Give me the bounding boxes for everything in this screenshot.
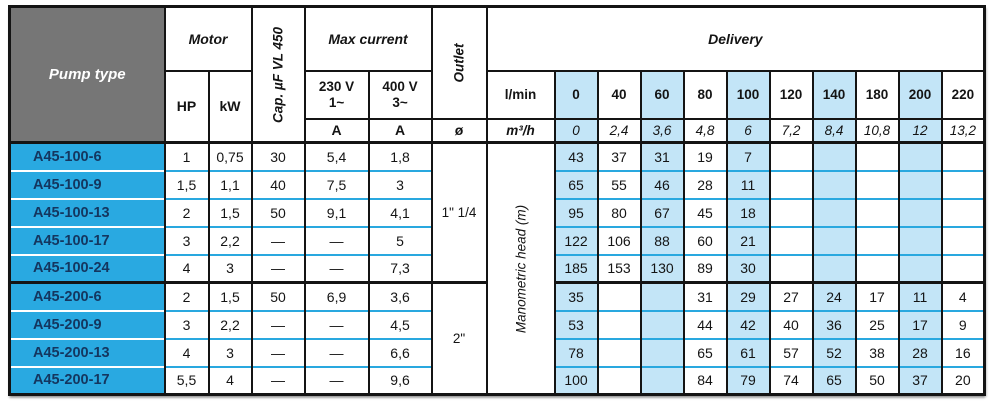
delivery-m3h-value: 10,8 (856, 119, 899, 143)
delivery-value (899, 255, 942, 283)
delivery-value: 9 (942, 311, 985, 339)
delivery-value (813, 227, 856, 255)
pump-name: A45-200-17 (10, 367, 165, 395)
delivery-value: 17 (856, 283, 899, 311)
delivery-value: 20 (942, 367, 985, 395)
delivery-value: 11 (899, 283, 942, 311)
max-current-header: Max current (305, 7, 432, 71)
delivery-lmin-value: 180 (856, 71, 899, 119)
pump-name: A45-100-24 (10, 255, 165, 283)
kw-value: 3 (209, 339, 252, 367)
delivery-value: 65 (813, 367, 856, 395)
capacitor-value: 30 (252, 143, 305, 171)
delivery-value (899, 171, 942, 199)
delivery-value (942, 171, 985, 199)
delivery-value (770, 143, 813, 171)
delivery-m3h-value: 13,2 (942, 119, 985, 143)
capacitor-value: — (252, 367, 305, 395)
current-230v-value: — (305, 311, 369, 339)
delivery-value: 40 (770, 311, 813, 339)
delivery-value (770, 255, 813, 283)
delivery-lmin-value: 60 (641, 71, 684, 119)
delivery-value (641, 311, 684, 339)
pump-name: A45-100-13 (10, 199, 165, 227)
current-230v-value: 7,5 (305, 171, 369, 199)
delivery-value: 130 (641, 255, 684, 283)
delivery-value (770, 199, 813, 227)
delivery-value (813, 199, 856, 227)
pump-name: A45-100-17 (10, 227, 165, 255)
hp-value: 3 (165, 227, 209, 255)
delivery-value: 25 (856, 311, 899, 339)
delivery-value: 100 (555, 367, 598, 395)
pump-spec-table (8, 5, 986, 396)
current-400v-value: 6,6 (369, 339, 432, 367)
delivery-value: 35 (555, 283, 598, 311)
capacitor-value: 40 (252, 171, 305, 199)
delivery-value (813, 171, 856, 199)
delivery-m3h-value: 6 (727, 119, 770, 143)
delivery-value (856, 143, 899, 171)
current-230v-value: — (305, 339, 369, 367)
current-230v-value: — (305, 367, 369, 395)
delivery-value (856, 199, 899, 227)
capacitor-header (252, 7, 305, 143)
pump-type-header: Pump type (10, 7, 165, 143)
voltage-230-header (305, 71, 369, 119)
delivery-value: 53 (555, 311, 598, 339)
delivery-value: 45 (684, 199, 727, 227)
kw-value: 1,5 (209, 283, 252, 311)
outlet-header-label: Outlet (451, 43, 467, 83)
delivery-value (770, 227, 813, 255)
delivery-value: 78 (555, 339, 598, 367)
delivery-lmin-value: 200 (899, 71, 942, 119)
delivery-value (899, 143, 942, 171)
delivery-value (770, 171, 813, 199)
delivery-m3h-value: 7,2 (770, 119, 813, 143)
delivery-value: 38 (856, 339, 899, 367)
delivery-value (598, 311, 641, 339)
delivery-value: 61 (727, 339, 770, 367)
delivery-value: 44 (684, 311, 727, 339)
delivery-value: 28 (899, 339, 942, 367)
delivery-value (942, 227, 985, 255)
delivery-value: 153 (598, 255, 641, 283)
delivery-value: 19 (684, 143, 727, 171)
voltage-230-line1: 230 V (318, 78, 355, 94)
delivery-value: 4 (942, 283, 985, 311)
amp-230-header: A (305, 119, 369, 143)
pump-name: A45-100-9 (10, 171, 165, 199)
delivery-value: 88 (641, 227, 684, 255)
delivery-value: 11 (727, 171, 770, 199)
capacitor-value: — (252, 339, 305, 367)
current-400v-value: 3 (369, 171, 432, 199)
delivery-m3h-value: 12 (899, 119, 942, 143)
outlet-diameter-header: ø (432, 119, 487, 143)
table-row-a45-100-6 (10, 143, 985, 171)
hp-value: 3 (165, 311, 209, 339)
current-230v-value: 6,9 (305, 283, 369, 311)
current-400v-value: 3,6 (369, 283, 432, 311)
pump-name: A45-200-9 (10, 311, 165, 339)
delivery-value: 65 (684, 339, 727, 367)
delivery-value: 65 (555, 171, 598, 199)
kw-value: 1,1 (209, 171, 252, 199)
hp-value: 2 (165, 199, 209, 227)
delivery-lmin-value: 0 (555, 71, 598, 119)
delivery-value (856, 227, 899, 255)
capacitor-value: — (252, 255, 305, 283)
voltage-400-line2: 3~ (392, 94, 408, 110)
kw-value: 1,5 (209, 199, 252, 227)
delivery-value: 55 (598, 171, 641, 199)
delivery-value (942, 199, 985, 227)
delivery-value (942, 143, 985, 171)
delivery-m3h-value: 2,4 (598, 119, 641, 143)
delivery-value: 52 (813, 339, 856, 367)
hp-value: 4 (165, 339, 209, 367)
delivery-value: 106 (598, 227, 641, 255)
kw-value: 2,2 (209, 227, 252, 255)
hp-header: HP (165, 71, 209, 143)
delivery-lmin-value: 100 (727, 71, 770, 119)
hp-value: 2 (165, 283, 209, 311)
voltage-400-line1: 400 V (382, 78, 418, 94)
kw-value: 4 (209, 367, 252, 395)
outlet-header (432, 7, 487, 119)
hp-value: 1,5 (165, 171, 209, 199)
capacitor-value: — (252, 311, 305, 339)
table-body (10, 143, 985, 395)
kw-value: 2,2 (209, 311, 252, 339)
delivery-value: 24 (813, 283, 856, 311)
current-230v-value: — (305, 227, 369, 255)
delivery-value (899, 227, 942, 255)
delivery-value: 28 (684, 171, 727, 199)
pump-name: A45-200-13 (10, 339, 165, 367)
current-230v-value: — (305, 255, 369, 283)
delivery-lmin-value: 80 (684, 71, 727, 119)
voltage-230-line2: 1~ (328, 94, 345, 110)
hp-value: 1 (165, 143, 209, 171)
current-400v-value: 5 (369, 227, 432, 255)
delivery-value (813, 143, 856, 171)
delivery-value: 37 (598, 143, 641, 171)
delivery-value: 43 (555, 143, 598, 171)
delivery-value: 30 (727, 255, 770, 283)
delivery-value: 21 (727, 227, 770, 255)
delivery-value: 84 (684, 367, 727, 395)
manometric-head-cell (487, 143, 555, 395)
current-400v-value: 9,6 (369, 367, 432, 395)
delivery-value: 79 (727, 367, 770, 395)
outlet-size-value: 2" (432, 283, 487, 395)
delivery-value (598, 339, 641, 367)
delivery-value: 18 (727, 199, 770, 227)
delivery-lmin-value: 120 (770, 71, 813, 119)
delivery-value (641, 283, 684, 311)
delivery-header: Delivery (487, 7, 985, 71)
delivery-value: 42 (727, 311, 770, 339)
current-400v-value: 4,5 (369, 311, 432, 339)
delivery-value (856, 171, 899, 199)
delivery-value: 17 (899, 311, 942, 339)
delivery-lmin-value: 140 (813, 71, 856, 119)
delivery-value: 89 (684, 255, 727, 283)
voltage-400-header (369, 71, 432, 119)
pump-name: A45-100-6 (10, 143, 165, 171)
flow-m3h-header: m³/h (487, 119, 555, 143)
delivery-value: 46 (641, 171, 684, 199)
delivery-value: 74 (770, 367, 813, 395)
delivery-value: 27 (770, 283, 813, 311)
delivery-value: 31 (641, 143, 684, 171)
delivery-value: 50 (856, 367, 899, 395)
delivery-value (598, 367, 641, 395)
delivery-m3h-value: 0 (555, 119, 598, 143)
delivery-value: 122 (555, 227, 598, 255)
delivery-value: 80 (598, 199, 641, 227)
pump-name: A45-200-6 (10, 283, 165, 311)
hp-value: 4 (165, 255, 209, 283)
delivery-lmin-value: 40 (598, 71, 641, 119)
delivery-value: 37 (899, 367, 942, 395)
capacitor-value: 50 (252, 199, 305, 227)
delivery-m3h-value: 4,8 (684, 119, 727, 143)
motor-header: Motor (165, 7, 252, 71)
current-400v-value: 1,8 (369, 143, 432, 171)
delivery-value (813, 255, 856, 283)
delivery-lmin-value: 220 (942, 71, 985, 119)
delivery-value (856, 255, 899, 283)
delivery-value (899, 199, 942, 227)
delivery-m3h-value: 8,4 (813, 119, 856, 143)
delivery-value: 185 (555, 255, 598, 283)
delivery-value: 67 (641, 199, 684, 227)
delivery-value (641, 339, 684, 367)
flow-lmin-header: l/min (487, 71, 555, 119)
current-230v-value: 5,4 (305, 143, 369, 171)
delivery-value: 95 (555, 199, 598, 227)
current-400v-value: 4,1 (369, 199, 432, 227)
delivery-value (598, 283, 641, 311)
delivery-value: 57 (770, 339, 813, 367)
current-230v-value: 9,1 (305, 199, 369, 227)
delivery-value: 31 (684, 283, 727, 311)
kw-value: 3 (209, 255, 252, 283)
current-400v-value: 7,3 (369, 255, 432, 283)
delivery-value (641, 367, 684, 395)
delivery-value: 60 (684, 227, 727, 255)
delivery-value: 36 (813, 311, 856, 339)
delivery-value: 29 (727, 283, 770, 311)
delivery-value (942, 255, 985, 283)
outlet-size-value: 1" 1/4 (432, 143, 487, 283)
amp-400-header: A (369, 119, 432, 143)
header-row-groups (10, 7, 985, 71)
capacitor-value: 50 (252, 283, 305, 311)
hp-value: 5,5 (165, 367, 209, 395)
delivery-value: 16 (942, 339, 985, 367)
manometric-head-label: Manometric head (m) (513, 204, 529, 333)
kw-header: kW (209, 71, 252, 143)
capacitor-header-label: Cap. µF VL 450 (270, 26, 286, 123)
delivery-value: 7 (727, 143, 770, 171)
table-header (10, 7, 985, 143)
delivery-m3h-value: 3,6 (641, 119, 684, 143)
kw-value: 0,75 (209, 143, 252, 171)
capacitor-value: — (252, 227, 305, 255)
